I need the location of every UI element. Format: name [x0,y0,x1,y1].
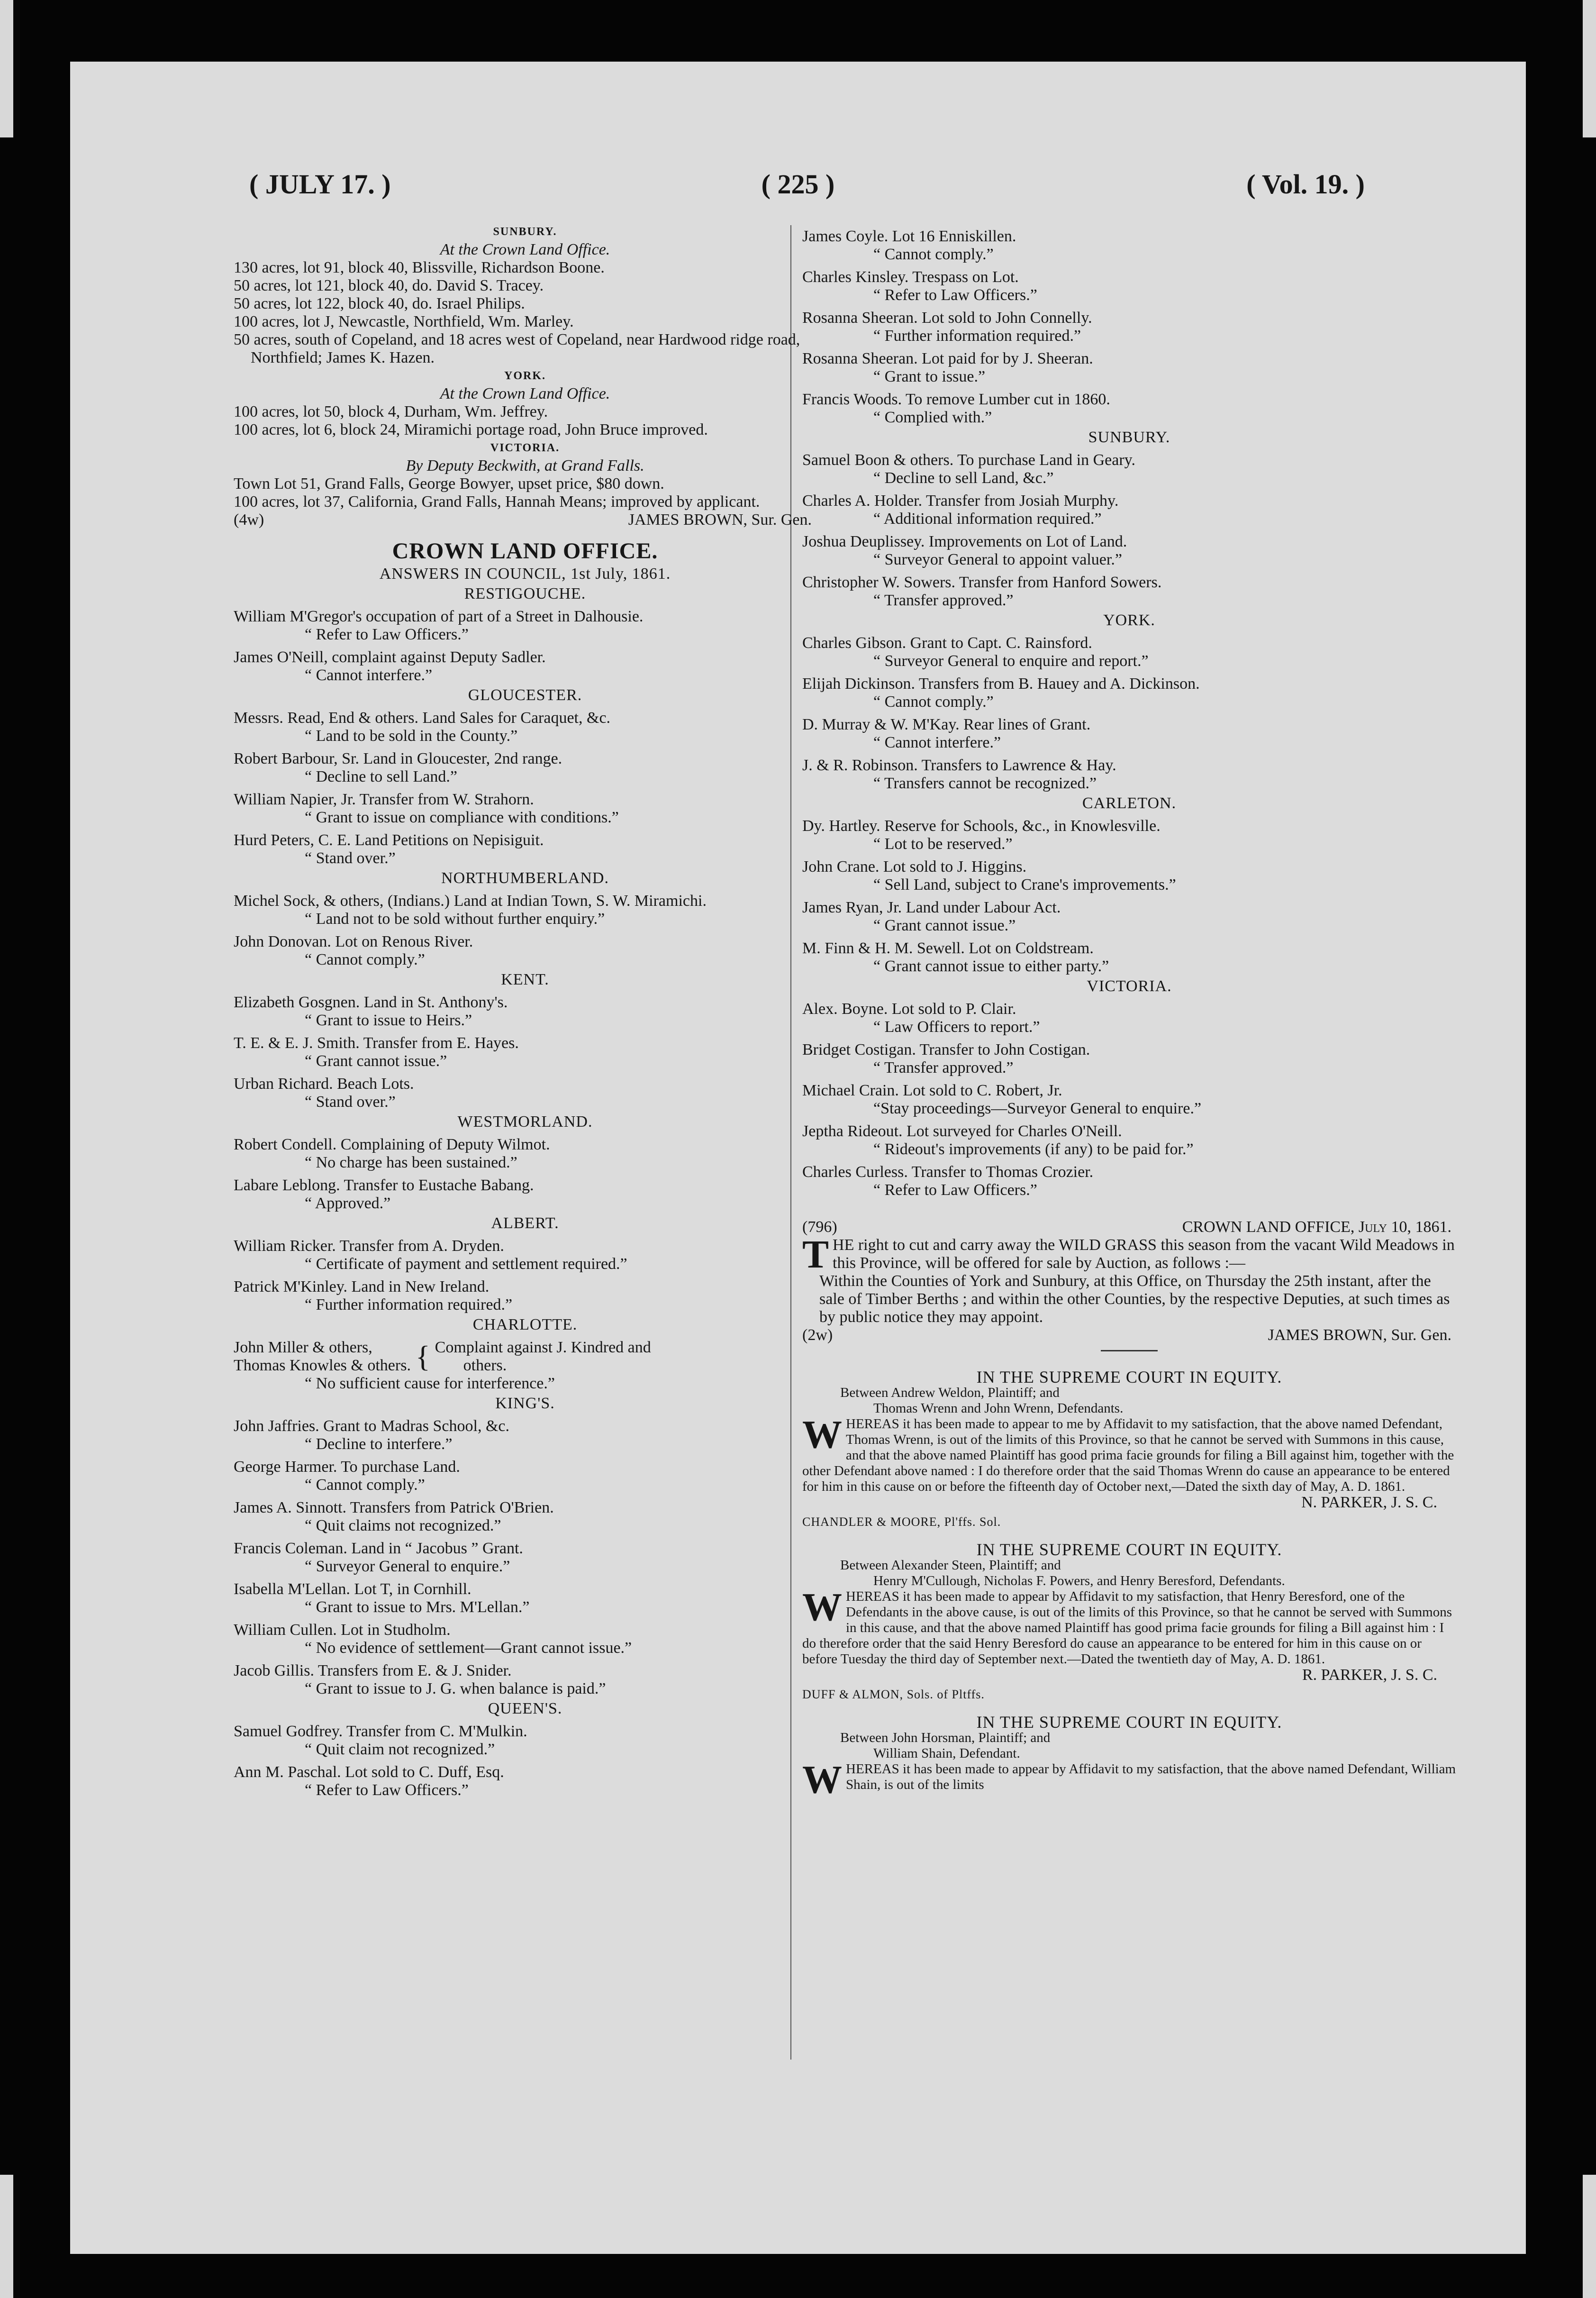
entry-answer: “ Grant cannot issue.” [305,1052,447,1070]
lot-line: 50 acres, lot 121, block 40, do. David S. Tracey. [234,277,544,294]
entry-answer: “Stay proceedings—Surveyor General to enquire.” [873,1100,1202,1117]
drop-cap: W [802,1413,842,1457]
lot-line: 100 acres, lot 50, block 4, Durham, Wm. Jeffrey. [234,403,548,420]
entry-answer: “ Additional information required.” [873,510,1102,528]
entry-text: Bridget Costigan. Transfer to John Costigan. [802,1041,1090,1058]
court-solicitor: DUFF & ALMON, Sols. of Pltffs. [802,1687,985,1701]
charlotte-name: Thomas Knowles & others. [234,1357,411,1374]
signature-line [234,511,816,529]
entry-text: M. Finn & H. M. Sewell. Lot on Coldstream. [802,939,1094,957]
entry-text: Isabella M'Lellan. Lot T, in Cornhill. [234,1580,472,1598]
lot-line: 100 acres, lot 37, California, Grand Falls, Hannah Means; improved by applicant. [234,493,760,511]
county-sections-2 [234,1395,816,1799]
lot-line: 130 acres, lot 91, block 40, Blissville, Richardson Boone. [234,259,605,276]
entry-text: Elizabeth Gosgnen. Land in St. Anthony's. [234,994,508,1011]
entry-text: Michael Crain. Lot sold to C. Robert, Jr. [802,1082,1062,1099]
entry-answer: “ Cannot interfere.” [873,734,1001,751]
notice-sig-name: JAMES BROWN, Sur. Gen. [1268,1326,1451,1344]
notice-body: HE right to cut and carry away the WILD GRASS this season from the vacant Wild Meadows in this Province, will be offered for sale by Auction, as follows :— [833,1236,1455,1272]
lot-line: 100 acres, lot J, Newcastle, Northfield, Wm. Marley. [234,313,574,330]
entry-answer: “ Stand over.” [305,849,396,867]
section-heading-westmorland: WESTMORLAND. [457,1113,593,1131]
entry-answer: “ Quit claims not recognized.” [305,1517,501,1534]
entry-answer: “ Refer to Law Officers.” [305,626,469,643]
lot-line: 100 acres, lot 6, block 24, Miramichi portage road, John Bruce improved. [234,421,708,438]
entry-text: Messrs. Read, End & others. Land Sales for Caraquet, &c. [234,709,611,727]
entry-answer: “ Surveyor General to appoint valuer.” [873,551,1122,568]
section-heading-charlotte: CHARLOTTE. [472,1316,578,1333]
section-heading-victoria: VICTORIA. [1087,977,1172,995]
court-body: HEREAS it has been made to appear by Affidavit to my satisfaction, that Henry Beresford, one of the Defendants in the above cause, is out of the limits of this Province, so that he cannot be served with Summons in this cause, and that the above named Plaintiff has good prima facie grounds for filing a Bill against him : I do therefore order that the said Henry Beresford do cause an appearance to be entered for him in this cause on or before Tuesday the third day of September next.—Dated the twentieth day of May, A. D. 1861. [802,1589,1452,1667]
court-parties: William Shain, Defendant. [873,1746,1020,1761]
entry-answer: “ Grant cannot issue.” [873,917,1016,934]
charlotte-names [234,1339,411,1375]
entry-text: James A. Sinnott. Transfers from Patrick O'Brien. [234,1499,554,1516]
entry-answer: “ Cannot comply.” [305,951,425,968]
film-edge-bottom-left [0,2175,13,2298]
court-notice [802,1357,1456,1530]
court-judge: R. PARKER, J. S. C. [1302,1666,1437,1684]
court-judge: N. PARKER, J. S. C. [1301,1494,1437,1511]
entry-answer: “ Sell Land, subject to Crane's improvements.” [873,876,1176,894]
notice-date: CROWN LAND OFFICE, July 10, 1861. [1182,1218,1451,1236]
entry-answer: “ Rideout's improvements (if any) to be paid for.” [873,1140,1194,1158]
entry-text: Christopher W. Sowers. Transfer from Hanford Sowers. [802,574,1162,591]
entry-text: Charles Curless. Transfer to Thomas Crozier. [802,1163,1094,1181]
wild-grass-notice [802,1218,1456,1357]
court-notice [802,1702,1456,1796]
court-notice [802,1530,1456,1702]
entry-text: Elijah Dickinson. Transfers from B. Hauey and A. Dickinson. [802,675,1200,693]
film-edge-bottom-right [1583,2175,1596,2298]
film-edge-top-right [1583,0,1596,137]
entry-text: Michel Sock, & others, (Indians.) Land at Indian Town, S. W. Miramichi. [234,892,707,910]
lot-line: 50 acres, south of Copeland, and 18 acres west of Copeland, near Hardwood ridge road, Northfield; James K. Hazen. [234,331,800,366]
entry-answer: “ Transfers cannot be recognized.” [873,775,1097,792]
film-edge-top-left [0,0,13,137]
entry-text: Labare Leblong. Transfer to Eustache Babang. [234,1176,534,1194]
lot-line: Town Lot 51, Grand Falls, George Bowyer, upset price, $80 down. [234,475,664,492]
entry-answer: “ Stand over.” [305,1093,396,1111]
notice-body-2: Within the Counties of York and Sunbury, at this Office, on Thursday the 25th instant, after the sale of Timber Berths ; and within the other Counties, by the respective Deputies, at such times as by public notice they may appoint. [819,1272,1450,1326]
entry-text: Jacob Gillis. Transfers from E. & J. Snider. [234,1662,512,1679]
notice-dateline [802,1218,1456,1236]
entry-answer: “ Cannot comply.” [873,693,994,711]
notice-sig-ref: (2w) [802,1326,833,1344]
entry-answer: “ Law Officers to report.” [873,1018,1040,1036]
drop-cap: W [802,1585,842,1629]
section-heading-sunbury: SUNBURY. [493,226,557,238]
newspaper-page [70,62,1526,2254]
county-sections [234,585,816,1314]
signature-ref: (4w) [234,511,264,529]
entry-text: Samuel Godfrey. Transfer from C. M'Mulkin. [234,1723,527,1740]
section-heading-northumberland: NORTHUMBERLAND. [441,869,609,887]
entry-answer: “ No evidence of settlement—Grant cannot issue.” [305,1639,632,1657]
header-date: ( JULY 17. ) [249,169,391,200]
section-heading-victoria: VICTORIA. [490,442,560,454]
entry-text: George Harmer. To purchase Land. [234,1458,460,1476]
entry-text: Charles Gibson. Grant to Capt. C. Rainsford. [802,634,1092,652]
entry-answer: “ Transfer approved.” [873,592,1014,609]
drop-cap: T [802,1232,829,1277]
entry-answer: “ Cannot comply.” [873,246,994,263]
section-heading-restigouche: RESTIGOUCHE. [464,585,586,602]
entry-text: Joshua Deuplissey. Improvements on Lot of Land. [802,533,1127,550]
charlotte-answer: “ No sufficient cause for interference.” [305,1375,555,1392]
court-title: IN THE SUPREME COURT IN EQUITY. [976,1368,1282,1386]
entry-text: Robert Barbour, Sr. Land in Gloucester, 2nd range. [234,750,562,767]
entry-text: James Ryan, Jr. Land under Labour Act. [802,899,1061,916]
entry-text: Patrick M'Kinley. Land in New Ireland. [234,1278,490,1295]
entry-answer: “ Refer to Law Officers.” [873,1181,1037,1199]
location-line: By Deputy Beckwith, at Grand Falls. [406,457,644,474]
court-parties: Thomas Wrenn and John Wrenn, Defendants. [873,1401,1124,1416]
charlotte-text: others. [463,1357,507,1374]
section-heading-gloucester: GLOUCESTER. [468,686,582,704]
notice-signature [802,1326,1456,1344]
entry-text: William Ricker. Transfer from A. Dryden. [234,1237,504,1255]
entry-text: William M'Gregor's occupation of part of a Street in Dalhousie. [234,608,644,625]
entry-answer: “ Grant to issue to Heirs.” [305,1012,472,1029]
section-heading-kent: KENT. [501,971,549,988]
charlotte-text: Complaint against J. Kindred and [435,1339,651,1356]
entry-text: James Coyle. Lot 16 Enniskillen. [802,228,1016,245]
left-column [234,223,816,1799]
court-parties: Between John Horsman, Plaintiff; and [840,1730,1051,1745]
entry-answer: “ Complied with.” [873,409,992,426]
entry-answer: “ Lot to be reserved.” [873,835,1013,853]
location-line: At the Crown Land Office. [440,385,610,402]
entry-text: Hurd Peters, C. E. Land Petitions on Nepisiguit. [234,831,544,849]
entry-answer: “ Land not to be sold without further enquiry.” [305,910,605,928]
entry-text: Francis Coleman. Land in “ Jacobus ” Grant. [234,1540,523,1557]
entry-text: Urban Richard. Beach Lots. [234,1075,414,1093]
entry-answer: “ Grant to issue to Mrs. M'Lellan.” [305,1598,530,1616]
answers-title: ANSWERS IN COUNCIL, 1st July, 1861. [379,565,671,583]
entry-answer: “ Decline to sell Land, &c.” [873,469,1054,487]
entry-text: Jeptha Rideout. Lot surveyed for Charles O'Neill. [802,1122,1122,1140]
entry-text: Charles A. Holder. Transfer from Josiah Murphy. [802,492,1119,510]
entry-answer: “ Grant cannot issue to either party.” [873,958,1109,975]
section-heading-queen-s: QUEEN'S. [488,1700,562,1717]
court-parties: Henry M'Cullough, Nicholas F. Powers, and Henry Beresford, Defendants. [873,1573,1285,1588]
entry-answer: “ Refer to Law Officers.” [305,1781,469,1799]
entry-answer: “ Quit claim not recognized.” [305,1741,495,1758]
entry-answer: “ Grant to issue.” [873,368,986,385]
entry-answer: “ Decline to sell Land.” [305,768,457,785]
entry-answer: “ Grant to issue on compliance with conditions.” [305,809,619,826]
section-heading-albert: ALBERT. [491,1214,559,1232]
court-body: HEREAS it has been made to appear by Affidavit to my satisfaction, that the above named Defendant, William Shain, is out of the limits [846,1761,1456,1792]
court-parties: Between Andrew Weldon, Plaintiff; and [840,1385,1060,1400]
lot-line: 50 acres, lot 122, block 40, do. Israel Philips. [234,295,525,312]
entry-answer: “ Transfer approved.” [873,1059,1014,1076]
charlotte-name: John Miller & others, [234,1339,372,1356]
location-line: At the Crown Land Office. [440,241,610,258]
section-heading-york: YORK. [1103,611,1155,629]
entry-text: Dy. Hartley. Reserve for Schools, &c., in Knowlesville. [802,817,1161,835]
entry-text: Alex. Boyne. Lot sold to P. Clair. [802,1000,1016,1018]
entry-answer: “ Cannot comply.” [305,1476,425,1494]
section-heading-carleton: CARLETON. [1082,794,1177,812]
entry-answer: “ No charge has been sustained.” [305,1154,517,1171]
entry-text: Rosanna Sheeran. Lot paid for by J. Sheeran. [802,350,1093,367]
court-body: HEREAS it has been made to appear to me by Affidavit to my satisfaction, that the above named Defendant, Thomas Wrenn, is out of the limits of this Province, so that he cannot be served with Summons in this cause, and that the above named Plaintiff has good prima facie grounds for filing a Bill against him, together with the other Defendant above named : I do therefore order that the said Thomas Wrenn do cause an appearance to be entered for him in this cause on or before the fifteenth day of October next,—Dated the sixth day of May, A. D. 1861. [802,1416,1454,1494]
entry-answer: “ Further information required.” [305,1296,513,1313]
entry-text: John Donovan. Lot on Renous River. [234,933,473,950]
entry-text: Ann M. Paschal. Lot sold to C. Duff, Esq. [234,1763,504,1781]
charlotte-complaint [435,1339,651,1375]
header-page-number: ( 225 ) [761,169,835,200]
notice-ref: (796) [802,1218,837,1236]
divider-rule [1101,1350,1158,1351]
signature-name: JAMES BROWN, Sur. Gen. [628,511,812,529]
continued-entries [802,228,1456,427]
entry-text: Robert Condell. Complaining of Deputy Wilmot. [234,1136,550,1153]
right-column [802,223,1456,1796]
entry-answer: “ Certificate of payment and settlement required.” [305,1255,627,1273]
section-heading-york: YORK. [504,370,546,382]
entry-text: J. & R. Robinson. Transfers to Lawrence & Hay. [802,757,1116,774]
court-title: IN THE SUPREME COURT IN EQUITY. [976,1713,1282,1732]
entry-text: John Jaffries. Grant to Madras School, &c. [234,1417,509,1435]
entry-answer: “ Refer to Law Officers.” [873,286,1037,304]
entry-answer: “ Cannot interfere.” [305,666,433,684]
entry-text: Charles Kinsley. Trespass on Lot. [802,268,1019,286]
entry-answer: “ Approved.” [305,1195,391,1212]
drop-cap: W [802,1758,842,1796]
entry-answer: “ Decline to interfere.” [305,1435,453,1453]
entry-answer: “ Further information required.” [873,327,1081,345]
entry-text: Samuel Boon & others. To purchase Land in Geary. [802,451,1135,469]
entry-answer: “ Grant to issue to J. G. when balance is paid.” [305,1680,606,1697]
office-title: CROWN LAND OFFICE. [392,538,658,564]
entry-answer: “ Surveyor General to enquire and report.” [873,652,1149,670]
court-notices [802,1357,1456,1796]
court-parties: Between Alexander Steen, Plaintiff; and [840,1558,1061,1573]
entry-answer: “ Surveyor General to enquire.” [305,1558,510,1575]
header-volume: ( Vol. 19. ) [1246,169,1365,200]
entry-text: William Cullen. Lot in Studholm. [234,1621,451,1639]
entry-answer: “ Land to be sold in the County.” [305,727,518,745]
county-sections-right [802,429,1456,1199]
entry-text: John Crane. Lot sold to J. Higgins. [802,858,1027,875]
section-heading-king-s: KING'S. [495,1395,555,1412]
charlotte-entry [234,1339,816,1375]
court-title: IN THE SUPREME COURT IN EQUITY. [976,1540,1282,1559]
court-solicitor: CHANDLER & MOORE, Pl'ffs. Sol. [802,1515,1001,1529]
entry-text: James O'Neill, complaint against Deputy Sadler. [234,648,546,666]
entry-text: William Napier, Jr. Transfer from W. Strahorn. [234,791,534,808]
brace-glyph: { [415,1340,430,1373]
entry-text: Francis Woods. To remove Lumber cut in 1860. [802,391,1110,408]
entry-text: D. Murray & W. M'Kay. Rear lines of Grant. [802,716,1091,733]
entry-text: T. E. & E. J. Smith. Transfer from E. Hayes. [234,1034,519,1052]
section-heading-sunbury: SUNBURY. [1088,429,1170,446]
entry-text: Rosanna Sheeran. Lot sold to John Connelly. [802,309,1092,327]
